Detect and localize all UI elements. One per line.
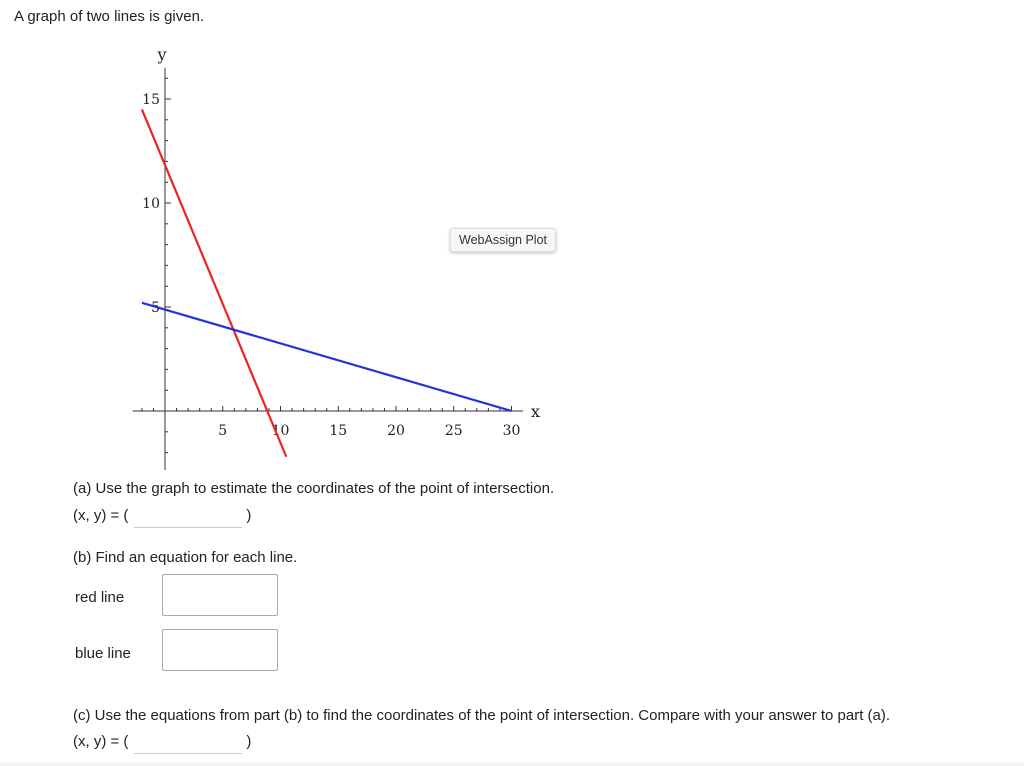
x-tick-label: 5 (218, 423, 228, 439)
part-c-coord-prefix: (x, y) = ( (73, 733, 129, 750)
x-tick-label: 15 (329, 423, 348, 439)
line-graph (0, 40, 560, 470)
part-c-coordinate-row (73, 729, 251, 754)
part-c-coord-suffix: ) (246, 733, 252, 750)
part-a-coord-suffix: ) (246, 507, 252, 524)
part-c-question: (c) Use the equations from part (b) to find the coordinates of the point of intersection. Compare with your answer to part (a). (73, 707, 891, 724)
part-b-question: (b) Find an equation for each line. (73, 549, 298, 566)
y-tick-label: 5 (151, 300, 160, 316)
webassign-plot-label[interactable]: WebAssign Plot (450, 228, 556, 252)
part-a-coordinate-input[interactable] (134, 503, 242, 528)
blue-line-equation-input[interactable] (162, 629, 278, 671)
red-line-label: red line (75, 589, 125, 606)
y-tick-label: 10 (142, 196, 160, 212)
red-line (142, 109, 286, 456)
y-axis-label: y (157, 44, 167, 64)
part-a-question: (a) Use the graph to estimate the coordinates of the point of intersection. (73, 480, 555, 497)
x-axis-label: x (531, 402, 541, 421)
part-a-coordinate-row (73, 503, 251, 528)
part-a-coord-prefix: (x, y) = ( (73, 507, 129, 524)
problem-intro: A graph of two lines is given. (14, 8, 205, 25)
x-tick-label: 30 (502, 423, 521, 439)
part-c-coordinate-input[interactable] (134, 729, 242, 754)
red-line-equation-input[interactable] (162, 574, 278, 616)
x-tick-label: 25 (444, 423, 463, 439)
x-tick-label: 10 (271, 423, 290, 439)
page-bottom-edge (0, 760, 1024, 766)
y-tick-label: 15 (142, 92, 160, 108)
x-tick-label: 20 (387, 423, 405, 439)
blue-line-label: blue line (75, 645, 131, 662)
blue-line (142, 303, 512, 411)
